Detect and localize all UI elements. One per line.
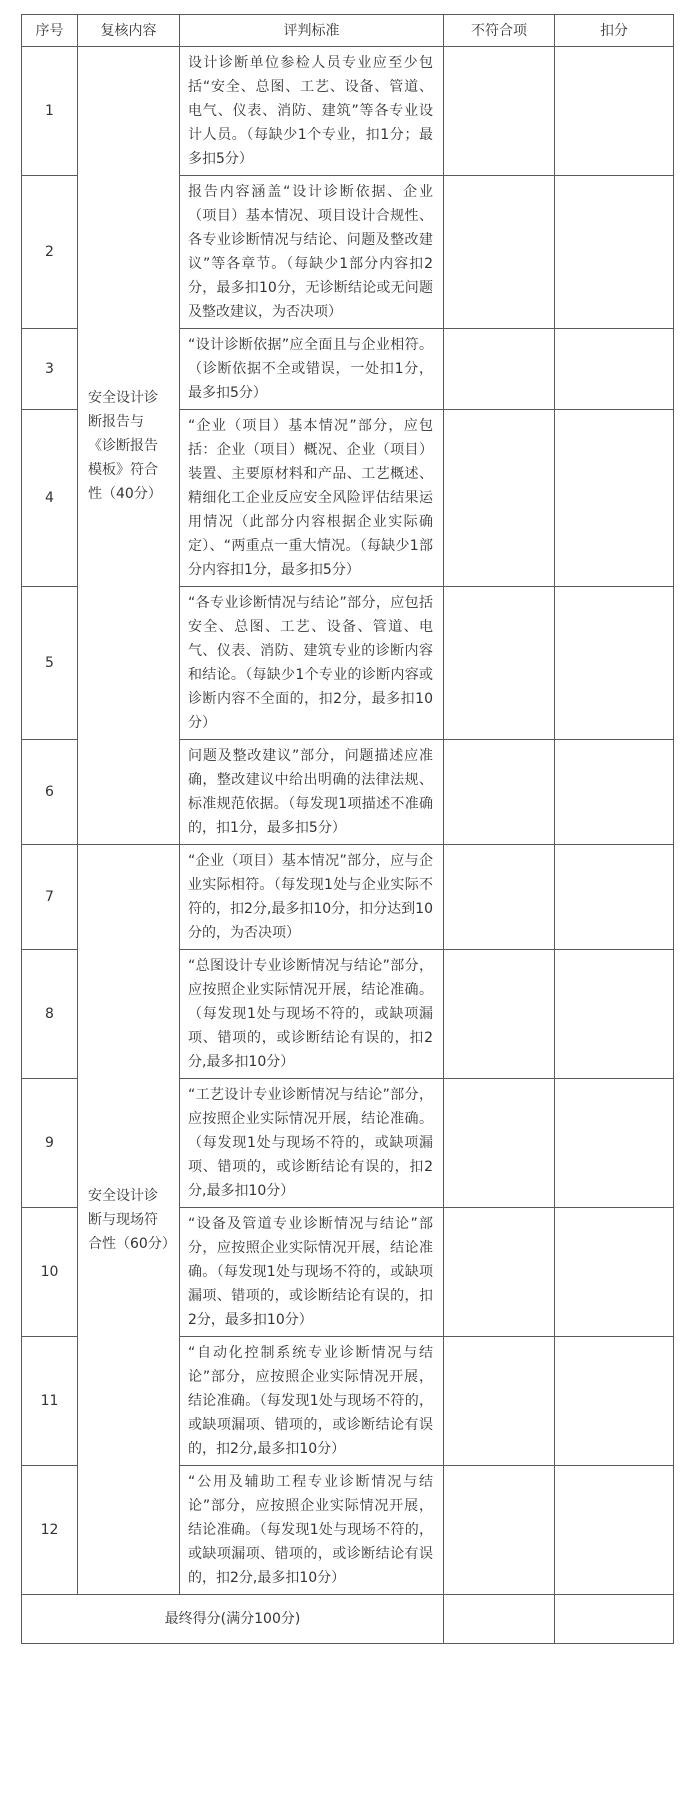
nonconform-cell xyxy=(444,1337,555,1466)
nonconform-cell xyxy=(444,1208,555,1337)
final-score-row xyxy=(22,1595,674,1644)
review-category: 安全设计诊断与现场符合性（60分） xyxy=(78,845,180,1595)
deduct-cell xyxy=(555,1466,674,1595)
criteria-text: “设计诊断依据”应全面且与企业相符。（诊断依据不全或错误，一处扣1分，最多扣5分） xyxy=(180,329,444,410)
criteria-text: “自动化控制系统专业诊断情况与结论”部分，应按照企业实际情况开展，结论准确。（每发现1处与现场不符的，或缺项漏项、错项的，或诊断结论有误的，扣2分,最多扣10分） xyxy=(180,1337,444,1466)
nonconform-cell xyxy=(444,176,555,329)
nonconform-cell xyxy=(444,740,555,845)
deduct-cell xyxy=(555,1079,674,1208)
review-criteria-table xyxy=(21,14,674,1644)
nonconform-cell xyxy=(444,410,555,587)
row-number: 8 xyxy=(22,950,78,1079)
table-row xyxy=(22,845,674,950)
criteria-text: “企业（项目）基本情况”部分，应包括：企业（项目）概况、企业（项目）装置、主要原材料和产品、工艺概述、精细化工企业反应安全风险评估结果运用情况（此部分内容根据企业实际确定）、“两重点一重大情况。（每缺少1部分内容扣1分，最多扣5分） xyxy=(180,410,444,587)
row-number: 9 xyxy=(22,1079,78,1208)
deduct-cell xyxy=(555,845,674,950)
header-row xyxy=(22,15,674,47)
final-score-label: 最终得分(满分100分) xyxy=(22,1595,444,1644)
row-number: 7 xyxy=(22,845,78,950)
nonconform-cell xyxy=(444,950,555,1079)
criteria-text: 报告内容涵盖“设计诊断依据、企业（项目）基本情况、项目设计合规性、各专业诊断情况与结论、问题及整改建议”等各章节。（每缺少1部分内容扣2分，最多扣10分，无诊断结论或无问题及整改建议，为否决项） xyxy=(180,176,444,329)
nonconform-cell xyxy=(444,329,555,410)
row-number: 2 xyxy=(22,176,78,329)
criteria-text: 设计诊断单位参检人员专业应至少包括“安全、总图、工艺、设备、管道、电气、仪表、消防、建筑”等各专业设计人员。（每缺少1个专业，扣1分；最多扣5分） xyxy=(180,47,444,176)
final-deduct-cell xyxy=(555,1595,674,1644)
header-content: 复核内容 xyxy=(78,15,180,47)
criteria-text: “总图设计专业诊断情况与结论”部分，应按照企业实际情况开展，结论准确。（每发现1处与现场不符的，或缺项漏项、错项的，或诊断结论有误的，扣2分,最多扣10分） xyxy=(180,950,444,1079)
header-deduct: 扣分 xyxy=(555,15,674,47)
row-number: 4 xyxy=(22,410,78,587)
header-criteria: 评判标准 xyxy=(180,15,444,47)
deduct-cell xyxy=(555,1337,674,1466)
deduct-cell xyxy=(555,1208,674,1337)
row-number: 1 xyxy=(22,47,78,176)
criteria-text: “企业（项目）基本情况”部分，应与企业实际相符。（每发现1处与企业实际不符的，扣2分,最多扣10分，扣分达到10分的，为否决项） xyxy=(180,845,444,950)
final-nonconform-cell xyxy=(444,1595,555,1644)
deduct-cell xyxy=(555,329,674,410)
deduct-cell xyxy=(555,587,674,740)
row-number: 11 xyxy=(22,1337,78,1466)
criteria-text: “设备及管道专业诊断情况与结论”部分，应按照企业实际情况开展，结论准确。（每发现1处与现场不符的，或缺项漏项、错项的，或诊断结论有误的，扣2分，最多扣10分） xyxy=(180,1208,444,1337)
nonconform-cell xyxy=(444,1079,555,1208)
header-no: 序号 xyxy=(22,15,78,47)
deduct-cell xyxy=(555,410,674,587)
review-category: 安全设计诊断报告与《诊断报告模板》符合性（40分） xyxy=(78,47,180,845)
nonconform-cell xyxy=(444,47,555,176)
row-number: 10 xyxy=(22,1208,78,1337)
row-number: 5 xyxy=(22,587,78,740)
deduct-cell xyxy=(555,950,674,1079)
deduct-cell xyxy=(555,47,674,176)
row-number: 6 xyxy=(22,740,78,845)
deduct-cell xyxy=(555,740,674,845)
criteria-text: “公用及辅助工程专业诊断情况与结论”部分，应按照企业实际情况开展，结论准确。（每发现1处与现场不符的，或缺项漏项、错项的，或诊断结论有误的，扣2分,最多扣10分） xyxy=(180,1466,444,1595)
table-row xyxy=(22,47,674,176)
nonconform-cell xyxy=(444,1466,555,1595)
nonconform-cell xyxy=(444,587,555,740)
deduct-cell xyxy=(555,176,674,329)
row-number: 12 xyxy=(22,1466,78,1595)
criteria-text: 问题及整改建议”部分，问题描述应准确，整改建议中给出明确的法律法规、标准规范依据。（每发现1项描述不准确的，扣1分，最多扣5分） xyxy=(180,740,444,845)
header-nonconform: 不符合项 xyxy=(444,15,555,47)
row-number: 3 xyxy=(22,329,78,410)
criteria-text: “各专业诊断情况与结论”部分，应包括安全、总图、工艺、设备、管道、电气、仪表、消防、建筑专业的诊断内容和结论。（每缺少1个专业的诊断内容或诊断内容不全面的，扣2分，最多扣10分） xyxy=(180,587,444,740)
nonconform-cell xyxy=(444,845,555,950)
criteria-text: “工艺设计专业诊断情况与结论”部分，应按照企业实际情况开展，结论准确。（每发现1处与现场不符的，或缺项漏项、错项的，或诊断结论有误的，扣2分,最多扣10分） xyxy=(180,1079,444,1208)
